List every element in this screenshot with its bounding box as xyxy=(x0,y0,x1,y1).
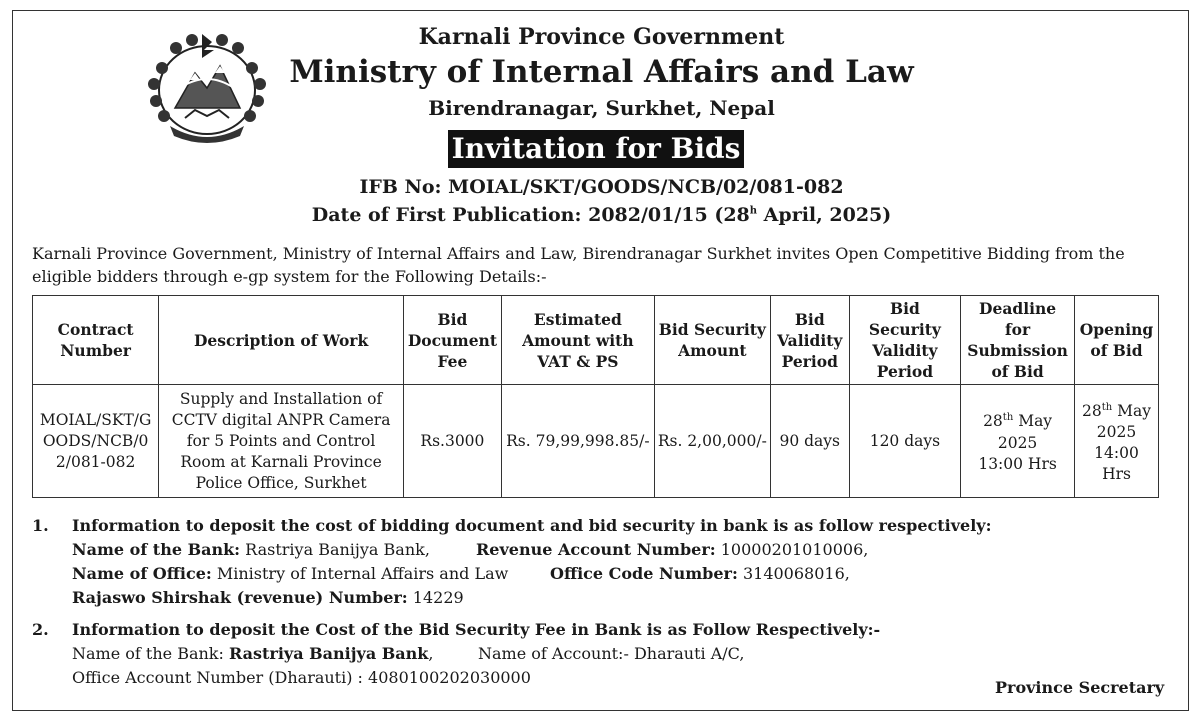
col-bid-security: Bid Security Amount xyxy=(654,296,770,385)
col-deadline: Deadline for Submission of Bid xyxy=(961,296,1075,385)
cell-estimated: Rs. 79,99,998.85/- xyxy=(501,385,654,498)
note-1-office-code: Office Code Number: 3140068016, xyxy=(550,564,850,583)
ministry-name: Ministry of Internal Affairs and Law xyxy=(289,54,914,90)
publication-date: Date of First Publication: 2082/01/15 (28$^h$ April, 2025) xyxy=(311,204,892,226)
ifb-number: IFB No: MOIAL/SKT/GOODS/NCB/02/081-082 xyxy=(359,176,844,198)
note-2-account-number: Office Account Number (Dharauti) : 4080100202030000 xyxy=(72,668,531,687)
note-1-office: Name of Office: Ministry of Internal Affairs and Law xyxy=(72,564,509,583)
note-2-bank: Name of the Bank: Rastriya Banijya Bank, xyxy=(72,644,434,663)
cell-description: Supply and Installation of CCTV digital ANPR Camera for 5 Points and Control Room at Karnali Province Police Office, Surkhet xyxy=(159,385,404,498)
intro-paragraph: Karnali Province Government, Ministry of Internal Affairs and Law, Birendranagar Surkhet invites Open Competitive Bidding from the eligible bidders through e-gp system for the Following Details:- xyxy=(32,244,1125,286)
col-contract-number: Contract Number xyxy=(33,296,159,385)
cell-security-validity: 120 days xyxy=(849,385,960,498)
col-bid-fee: Bid Document Fee xyxy=(403,296,501,385)
note-2-account-name: Name of Account:- Dharauti A/C, xyxy=(478,644,745,663)
note-2-number: 2. xyxy=(32,620,49,639)
col-security-validity: Bid Security Validity Period xyxy=(849,296,960,385)
cell-opening: 28th May 2025 14:00 Hrs xyxy=(1075,385,1159,498)
col-bid-validity: Bid Validity Period xyxy=(770,296,849,385)
note-1-number: 1. xyxy=(32,516,49,535)
notice-title: Invitation for Bids xyxy=(448,130,744,168)
cell-fee: Rs.3000 xyxy=(403,385,501,498)
cell-deadline: 28th May 2025 13:00 Hrs xyxy=(961,385,1075,498)
cell-contract-number: MOIAL/SKT/GOODS/NCB/02/081-082 xyxy=(33,385,159,498)
note-1-revenue-account: Revenue Account Number: 10000201010006, xyxy=(476,540,869,559)
table-row xyxy=(33,385,1159,498)
note-1-bank: Name of the Bank: Rastriya Banijya Bank, xyxy=(72,540,430,559)
note-1-rajaswo: Rajaswo Shirshak (revenue) Number: 14229 xyxy=(72,588,464,607)
col-description: Description of Work xyxy=(159,296,404,385)
table-header-row xyxy=(33,296,1159,385)
government-name: Karnali Province Government xyxy=(418,24,785,50)
col-opening: Opening of Bid xyxy=(1075,296,1159,385)
note-2-title: Information to deposit the Cost of the Bid Security Fee in Bank is as Follow Respectively:- xyxy=(72,620,881,639)
ministry-address: Birendranagar, Surkhet, Nepal xyxy=(428,96,775,120)
cell-security: Rs. 2,00,000/- xyxy=(654,385,770,498)
signature-title: Province Secretary xyxy=(995,678,1165,697)
col-estimated-amount: Estimated Amount with VAT & PS xyxy=(501,296,654,385)
note-1-title: Information to deposit the cost of bidding document and bid security in bank is as follow respectively: xyxy=(72,516,992,535)
bid-details-table xyxy=(32,295,1159,498)
cell-validity: 90 days xyxy=(770,385,849,498)
